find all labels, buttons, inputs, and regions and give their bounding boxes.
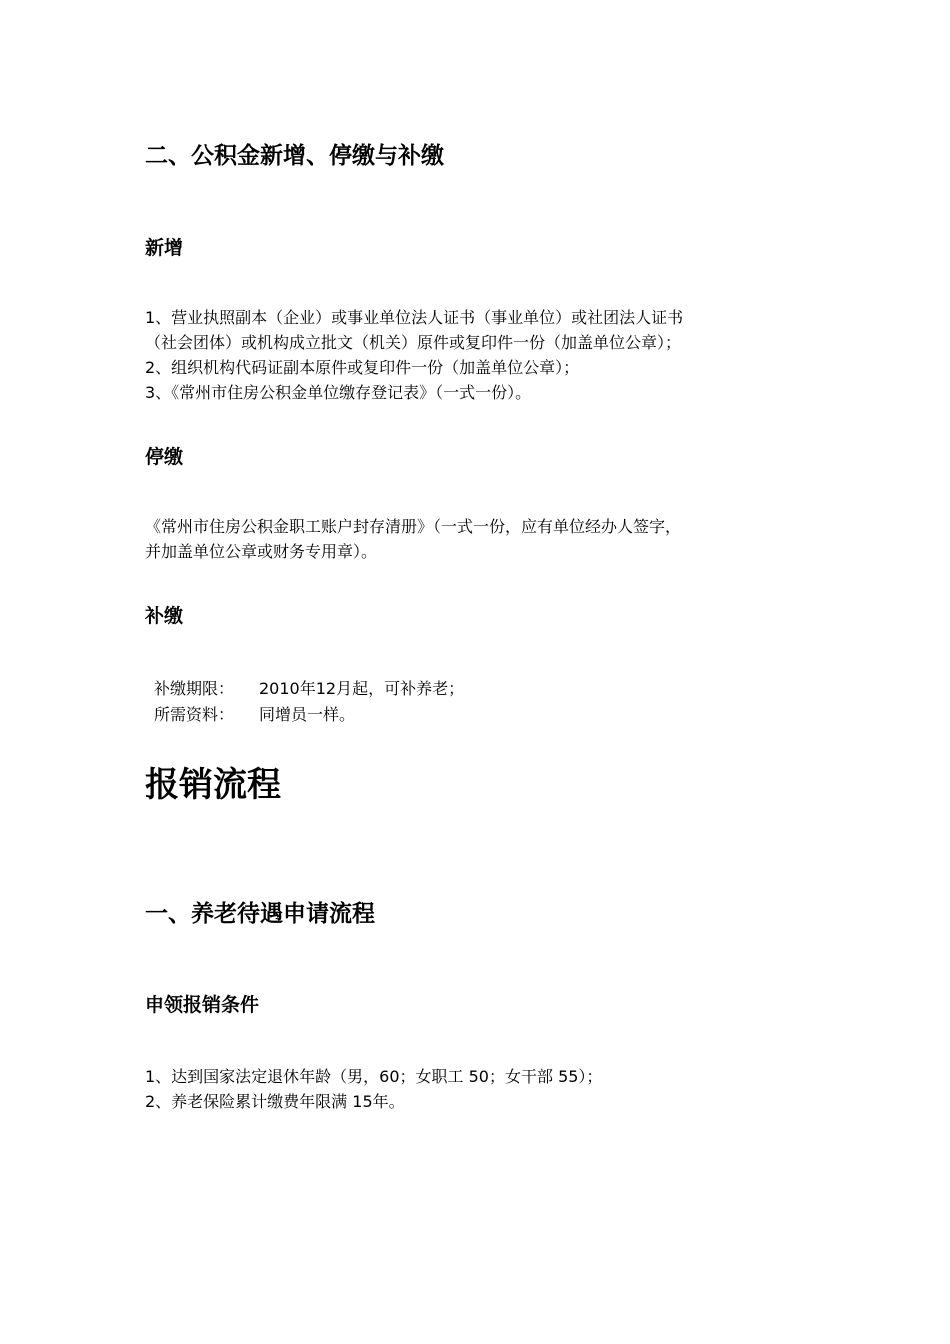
supplement-period-value: 2010年12月起，可补养老； <box>259 679 465 698</box>
section-title-fund: 二、公积金新增、停缴与补缴 <box>145 143 444 169</box>
subheading-stop: 停缴 <box>145 446 184 468</box>
new-item-2: 2、组织机构代码证副本原件或复印件一份（加盖单位公章）； <box>145 358 580 377</box>
subheading-new: 新增 <box>145 237 184 259</box>
supplement-materials-label: 所需资料： <box>154 705 235 724</box>
chapter-title: 报销流程 <box>145 765 281 805</box>
new-item-3: 3、《常州市住房公积金单位缴存登记表》（一式一份）。 <box>145 383 532 402</box>
subheading-supplement: 补缴 <box>145 605 184 627</box>
subheading-conditions: 申领报销条件 <box>145 994 260 1016</box>
supplement-period-label: 补缴期限： <box>154 679 235 698</box>
section-title-pension: 一、养老待遇申请流程 <box>145 901 375 927</box>
condition-item-1: 1、达到国家法定退休年龄（男，60；女职工 50；女干部 55）； <box>145 1067 603 1086</box>
supplement-materials-value: 同增员一样。 <box>259 705 356 724</box>
new-item-1a: 1、营业执照副本（企业）或事业单位法人证书（事业单位）或社团法人证书 <box>145 308 684 327</box>
new-item-1b: （社会团体）或机构成立批文（机关）原件或复印件一份（加盖单位公章）； <box>145 333 682 352</box>
stop-line-2: 并加盖单位公章或财务专用章）。 <box>145 542 378 561</box>
stop-line-1: 《常州市住房公积金职工账户封存清册》（一式一份，应有单位经办人签字， <box>145 517 682 536</box>
condition-item-2: 2、养老保险累计缴费年限满 15年。 <box>145 1092 405 1111</box>
